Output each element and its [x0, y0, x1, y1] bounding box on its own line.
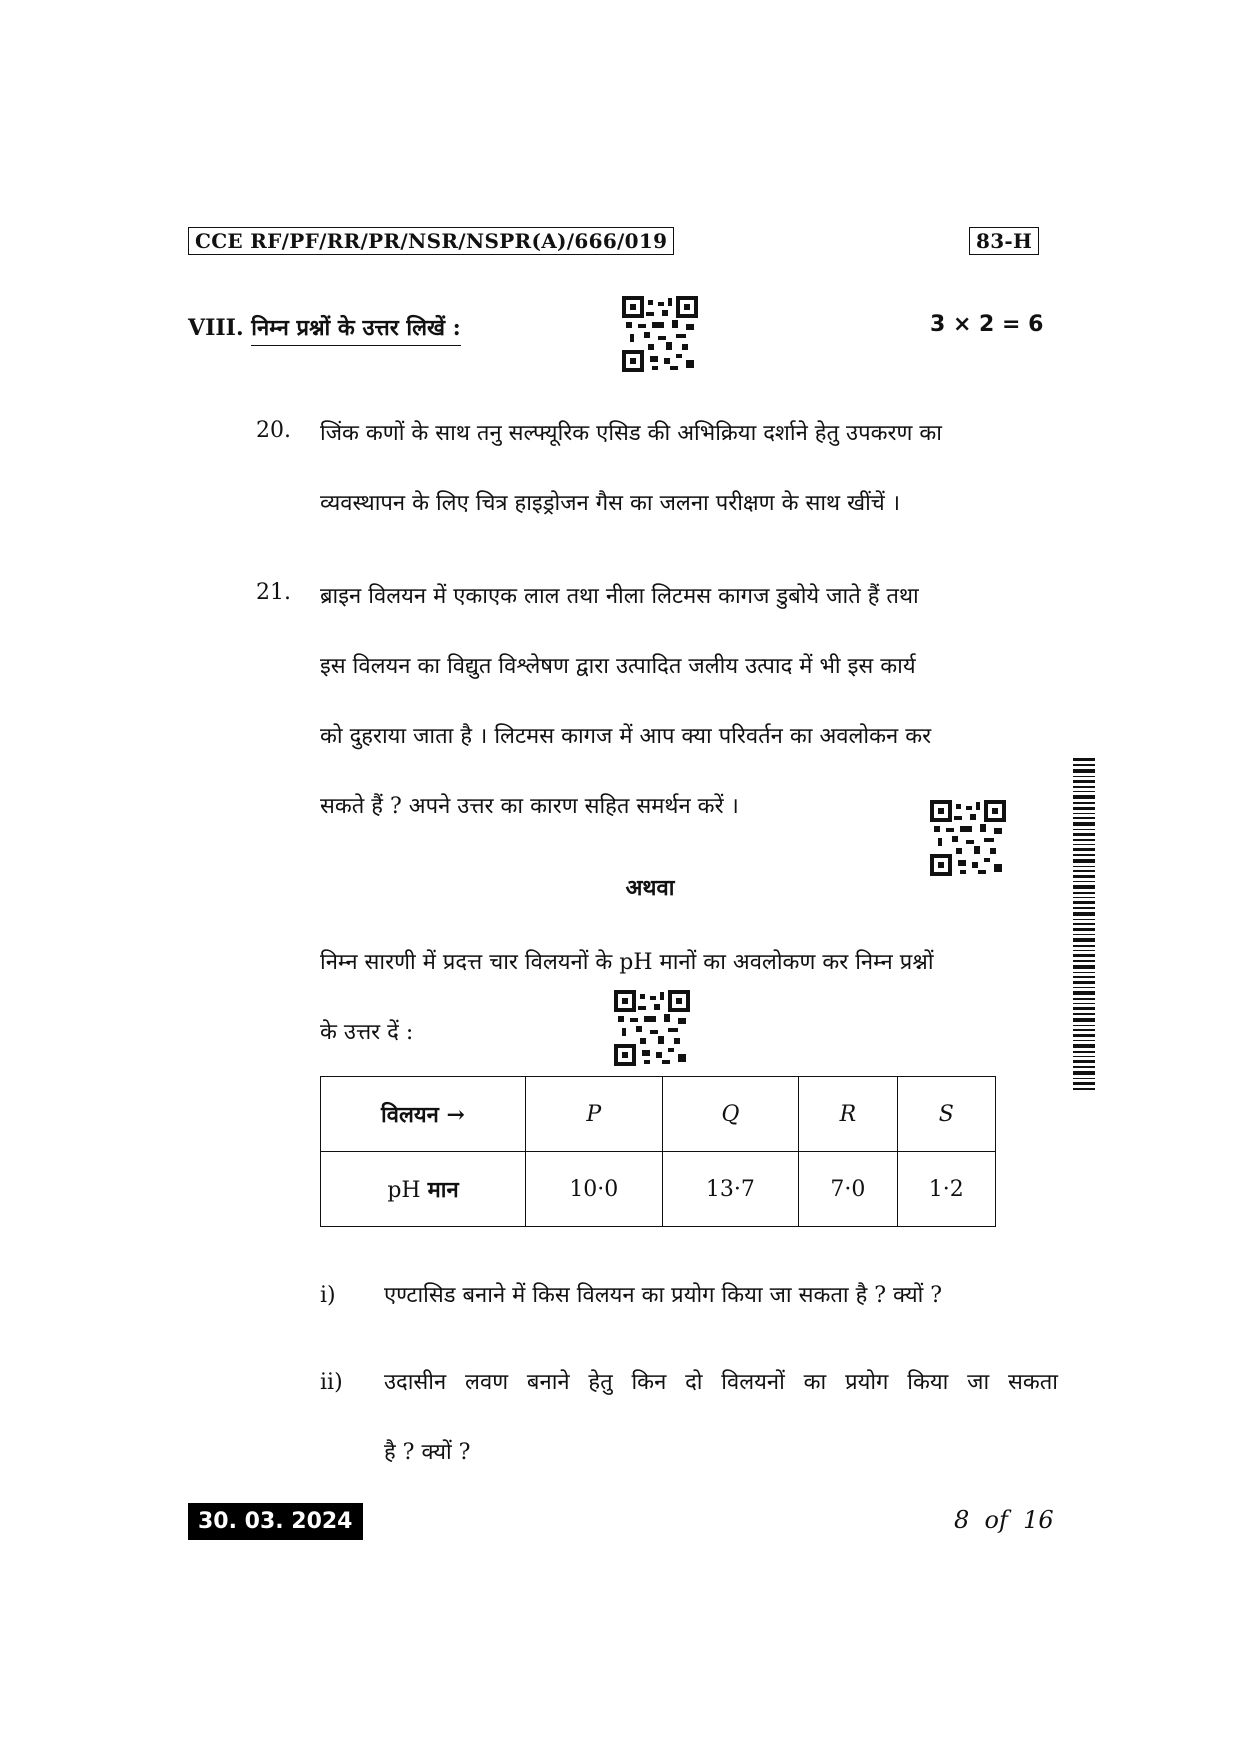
ph-value-cell: 10·0: [526, 1152, 663, 1227]
page-number: 8 of 16: [954, 1506, 1054, 1534]
value-label: मान: [427, 1177, 459, 1203]
question-line: सकते हैं ? अपने उत्तर का कारण सहित समर्थन करें ।: [320, 794, 739, 819]
ph-table: [320, 1076, 996, 1227]
question-line: ब्राइन विलयन में एकाएक लाल तथा नीला लिटमस कागज डुबोये जाते हैं तथा: [320, 584, 919, 609]
table-row-label: [321, 1152, 526, 1227]
ph-value-cell: 13·7: [662, 1152, 799, 1227]
paper-code: 83-H: [969, 227, 1039, 255]
section-title: निम्न प्रश्नों के उत्तर लिखें :: [251, 315, 460, 346]
section-heading: [188, 312, 461, 342]
qr-code-icon: [622, 296, 698, 372]
section-number: VIII.: [188, 315, 244, 341]
ph-value-cell: 1·2: [897, 1152, 995, 1227]
question-line: व्यवस्थापन के लिए चित्र हाइड्रोजन गैस का जलना परीक्षण के साथ खींचें ।: [320, 491, 901, 516]
question-20-text: [320, 399, 1058, 539]
solution-cell: P: [526, 1077, 663, 1152]
question-number: 20.: [256, 418, 291, 443]
solution-cell: Q: [662, 1077, 799, 1152]
question-number: 21.: [256, 580, 291, 605]
qr-code-icon: [930, 800, 1006, 876]
exam-code: CCE RF/PF/RR/PR/NSR/NSPR(A)/666/019: [188, 227, 674, 255]
question-line: जिंक कणों के साथ तनु सल्फ्यूरिक एसिड की अभिक्रिया दर्शाने हेतु उपकरण का: [320, 421, 942, 446]
table-row: [321, 1152, 996, 1227]
question-line: को दुहराया जाता है । लिटमस कागज में आप क्या परिवर्तन का अवलोकन कर: [320, 724, 932, 749]
intro-line: के उत्तर दें :: [320, 1020, 414, 1045]
table-row-label: विलयन →: [321, 1077, 526, 1152]
subquestion-line: उदासीन लवण बनाने हेतु किन दो विलयनों का प्रयोग किया जा सकता: [384, 1370, 1058, 1395]
subquestion-i: एण्टासिड बनाने में किस विलयन का प्रयोग किया जा सकता है ? क्यों ?: [384, 1283, 943, 1308]
subquestion-line: है ? क्यों ?: [384, 1440, 471, 1465]
ph-label: pH: [387, 1178, 428, 1203]
or-divider: अथवा: [625, 875, 675, 901]
exam-date: 30. 03. 2024: [188, 1503, 363, 1540]
intro-line: निम्न सारणी में प्रदत्त चार विलयनों के pH मानों का अवलोकण कर निम्न प्रश्नों: [320, 950, 934, 975]
table-row: [321, 1077, 996, 1152]
question-line: इस विलयन का विद्युत विश्लेषण द्वारा उत्पादित जलीय उत्पाद में भी इस कार्य: [320, 654, 916, 679]
subquestion-number: ii): [320, 1370, 343, 1395]
subquestion-ii: [384, 1348, 1058, 1488]
qr-code-icon: [614, 990, 690, 1066]
barcode-icon: [1073, 758, 1095, 1093]
subquestion-number: i): [320, 1283, 336, 1308]
solution-cell: S: [897, 1077, 995, 1152]
solution-cell: R: [799, 1077, 897, 1152]
section-marks: 3 × 2 = 6: [930, 312, 1044, 337]
ph-value-cell: 7·0: [799, 1152, 897, 1227]
